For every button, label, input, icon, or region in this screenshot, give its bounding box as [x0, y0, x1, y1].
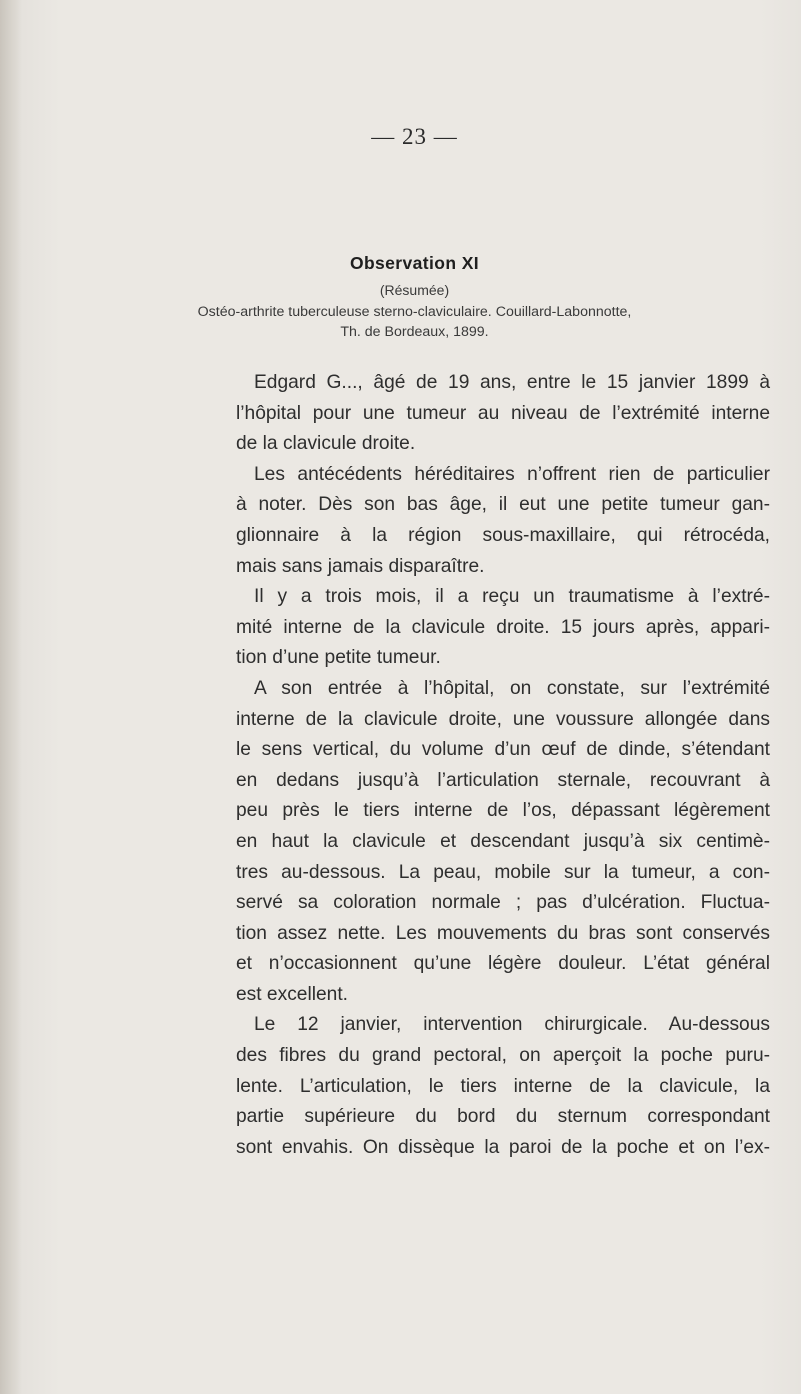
text-line: tres au-dessous. La peau, mobile sur la tumeur, a con-: [236, 861, 770, 883]
text-line: l’hôpital pour une tumeur au niveau de l’extrémité interne: [236, 402, 770, 424]
text-line: le sens vertical, du volume d’un œuf de dinde, s’étendant: [236, 739, 770, 761]
text-line: peu près le tiers interne de l’os, dépassant légèrement: [236, 800, 770, 822]
text-line: à noter. Dès son bas âge, il eut une petite tumeur gan-: [236, 494, 770, 516]
page-number: — 23 —: [371, 124, 458, 149]
observation-subtitle: (Résumée): [379, 282, 450, 298]
text-line: mais sans jamais disparaître.: [236, 555, 485, 577]
page-shadow-edge: [0, 0, 22, 1394]
text-line: sont envahis. On dissèque la paroi de la poche et on l’ex-: [236, 1136, 770, 1158]
text-line: mité interne de la clavicule droite. 15 jours après, appari-: [236, 616, 770, 638]
text-line: et n’occasionnent qu’une légère douleur. L’état général: [236, 953, 770, 975]
text-line: servé sa coloration normale ; pas d’ulcération. Fluctua-: [236, 892, 770, 914]
observation-title: Observation XI: [349, 253, 480, 273]
observation-heading: [14, 253, 801, 342]
text-line: lente. L’articulation, le tiers interne de la clavicule, la: [236, 1075, 770, 1097]
text-line: Le 12 janvier, intervention chirurgicale. Au-dessous: [254, 1014, 770, 1036]
text-line: interne de la clavicule droite, une voussure allongée dans: [236, 708, 770, 730]
text-line: tion assez nette. Les mouvements du bras sont conservés: [236, 922, 770, 944]
source-line: Th. de Bordeaux, 1899.: [340, 324, 489, 340]
observation-body: [236, 368, 770, 1163]
text-line: des fibres du grand pectoral, on aperçoit la poche puru-: [236, 1045, 770, 1067]
text-line: en dedans jusqu’à l’articulation sternale, recouvrant à: [236, 769, 770, 791]
text-line: glionnaire à la région sous-maxillaire, qui rétrocéda,: [236, 524, 770, 546]
text-line: Il y a trois mois, il a reçu un traumatisme à l’extré-: [254, 586, 770, 608]
text-line: Les antécédents héréditaires n’offrent rien de particulier: [254, 463, 770, 485]
text-line: de la clavicule droite.: [236, 433, 416, 455]
text-line: en haut la clavicule et descendant jusqu’à six centimè-: [236, 830, 770, 852]
text-line: est excellent.: [236, 983, 348, 1005]
text-line: A son entrée à l’hôpital, on constate, sur l’extrémité: [254, 677, 770, 699]
source-line: Ostéo-arthrite tuberculeuse sterno-claviculaire. Couillard-Labonnotte,: [197, 304, 632, 320]
observation-source: [14, 302, 801, 342]
text-line: Edgard G..., âgé de 19 ans, entre le 15 janvier 1899 à: [254, 372, 770, 393]
text-line: tion d’une petite tumeur.: [236, 647, 441, 669]
text-line: partie supérieure du bord du sternum correspondant: [236, 1106, 770, 1128]
